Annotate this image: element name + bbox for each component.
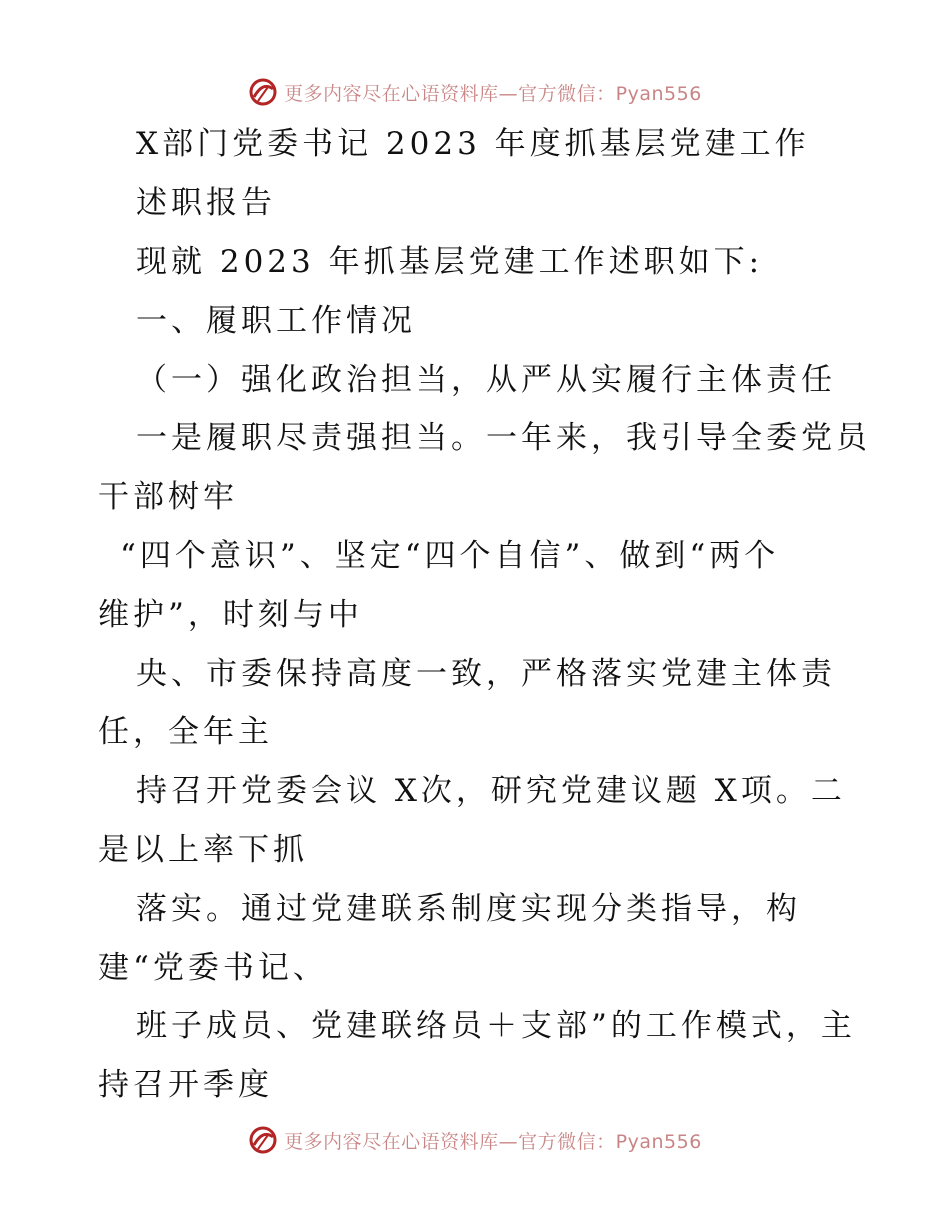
paragraph-line: 一是履职尽责强担当。一年来，我引导全委党员 xyxy=(136,420,871,456)
watermark-banner-top xyxy=(0,72,950,112)
paragraph-line: 任，全年主 xyxy=(98,714,273,750)
paragraph-line: 班子成员、党建联络员＋支部”的工作模式，主 xyxy=(136,1008,856,1044)
paragraph-line: 是以上率下抓 xyxy=(98,832,308,868)
paragraph-line: 现就 2023 年抓基层党建工作述职如下: xyxy=(136,244,764,280)
paragraph-line: 建“党委书记、 xyxy=(98,950,328,986)
red-swirl-logo-icon xyxy=(248,77,278,107)
paragraph-line: 持召开季度 xyxy=(98,1067,273,1103)
document-title-line1: X部门党委书记 2023 年度抓基层党建工作 xyxy=(136,126,810,162)
paragraph-line: 维护”，时刻与中 xyxy=(98,597,363,633)
paragraph-line: 持召开党委会议 X次，研究党建议题 X项。二 xyxy=(136,773,846,809)
paragraph-line: “四个意识”、坚定“四个自信”、做到“两个 xyxy=(120,538,780,574)
paragraph-line: 干部树牢 xyxy=(98,479,238,515)
subsection-heading: （一）强化政治担当，从严从实履行主体责任 xyxy=(136,362,836,398)
watermark-banner-bottom xyxy=(0,1120,950,1160)
paragraph-line: 央、市委保持高度一致，严格落实党建主体责 xyxy=(136,656,836,692)
section-heading: 一、履职工作情况 xyxy=(136,303,416,339)
watermark-text: 更多内容尽在心语资料库—官方微信：Pyan556 xyxy=(284,82,702,105)
paragraph-line: 落实。通过党建联系制度实现分类指导，构 xyxy=(136,891,801,927)
document-title-line2: 述职报告 xyxy=(136,185,276,221)
red-swirl-logo-icon xyxy=(248,1125,278,1155)
watermark-text: 更多内容尽在心语资料库—官方微信：Pyan556 xyxy=(284,1130,702,1153)
